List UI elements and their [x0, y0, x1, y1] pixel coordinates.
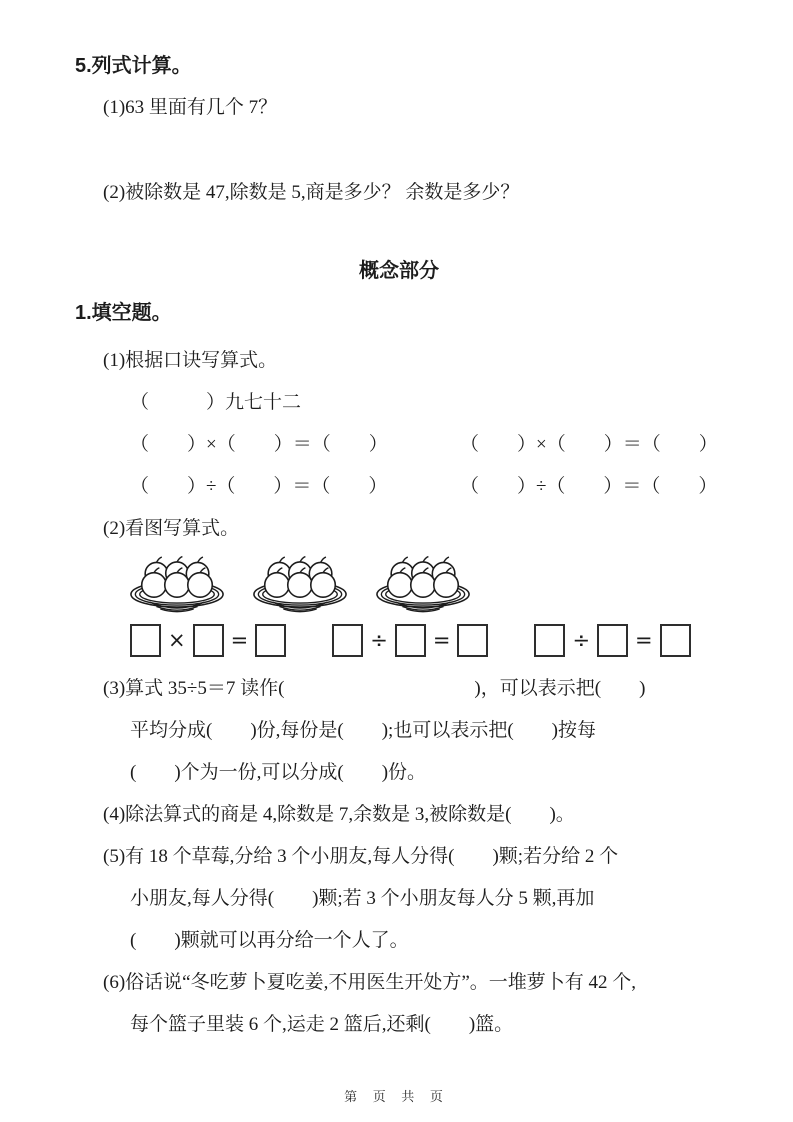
- operator-sign: ÷: [572, 627, 591, 652]
- mul-equation-blank: （ ）×（ ）＝（ ）: [460, 434, 718, 455]
- fill-in-title: 1.填空题。: [75, 302, 172, 324]
- q3-line: ( )个为一份,可以分成( )份。: [130, 762, 427, 783]
- answer-box: [534, 624, 565, 657]
- q1-label: (1)根据口诀写算式。: [103, 350, 278, 371]
- q3-line: (3)算式 35÷5＝7 读作( )，可以表示把( ): [103, 678, 646, 699]
- equals-sign: =: [635, 627, 653, 652]
- q5-line: (5)有 18 个草莓,分给 3 个小朋友,每人分得( )颗;若分给 2 个: [103, 846, 619, 867]
- equals-sign: =: [230, 627, 249, 652]
- equals-sign: =: [432, 627, 451, 652]
- spacer: [75, 658, 738, 668]
- equation-box-group: [130, 624, 286, 657]
- answer-box: [395, 624, 426, 657]
- q6-line: 每个篮子里装 6 个,运走 2 篮后,还剩( )篮。: [130, 1014, 514, 1035]
- section-calc-title: 5.列式计算。: [75, 55, 192, 77]
- concept-section-heading: 概念部分: [359, 260, 439, 282]
- answer-box: [193, 624, 224, 657]
- answer-space: [75, 214, 738, 250]
- q4-line: (4)除法算式的商是 4,除数是 7,余数是 3,被除数是( )。: [103, 804, 575, 825]
- equation-boxes-row: [75, 622, 738, 658]
- answer-box: [332, 624, 363, 657]
- q1-mnemonic-blank: （ ）九七十二: [130, 392, 302, 413]
- answer-space: [75, 129, 738, 172]
- q2-label: (2)看图写算式。: [103, 518, 240, 539]
- equation-box-group: [332, 624, 488, 657]
- answer-box: [457, 624, 488, 657]
- operator-sign: ÷: [370, 627, 388, 652]
- apple-plates-row: [75, 552, 738, 615]
- q3-line: 平均分成( )份,每份是( );也可以表示把( )按每: [130, 720, 596, 741]
- answer-box: [597, 624, 628, 657]
- apple-plate-illustration: [251, 552, 349, 615]
- apple-plate-illustration: [374, 552, 472, 615]
- q5-line: ( )颗就可以再分给一个人了。: [130, 930, 409, 951]
- answer-box: [255, 624, 286, 657]
- q1-div-equations-row: [75, 466, 738, 508]
- q6-line: (6)俗话说“冬吃萝卜夏吃姜,不用医生开处方”。一堆萝卜有 42 个,: [103, 972, 637, 993]
- answer-box: [130, 624, 161, 657]
- apple-plate-illustration: [128, 552, 226, 615]
- calc-question-1: (1)63 里面有几个 7？: [103, 97, 278, 118]
- mul-equation-blank: （ ）×（ ）＝（ ）: [130, 434, 388, 455]
- div-equation-blank: （ ）÷（ ）＝（ ）: [130, 476, 388, 497]
- equation-box-group: [534, 624, 690, 657]
- operator-sign: ×: [168, 627, 186, 652]
- answer-box: [660, 624, 691, 657]
- page-footer: 第 页 共 页: [344, 1089, 449, 1104]
- div-equation-blank: （ ）÷（ ）＝（ ）: [460, 476, 718, 497]
- q5-line: 小朋友,每人分得( )颗;若 3 个小朋友每人分 5 颗,再加: [130, 888, 595, 909]
- calc-question-2: (2)被除数是 47,除数是 5,商是多少？ 余数是多少？: [103, 182, 520, 203]
- q1-mul-equations-row: [75, 424, 738, 466]
